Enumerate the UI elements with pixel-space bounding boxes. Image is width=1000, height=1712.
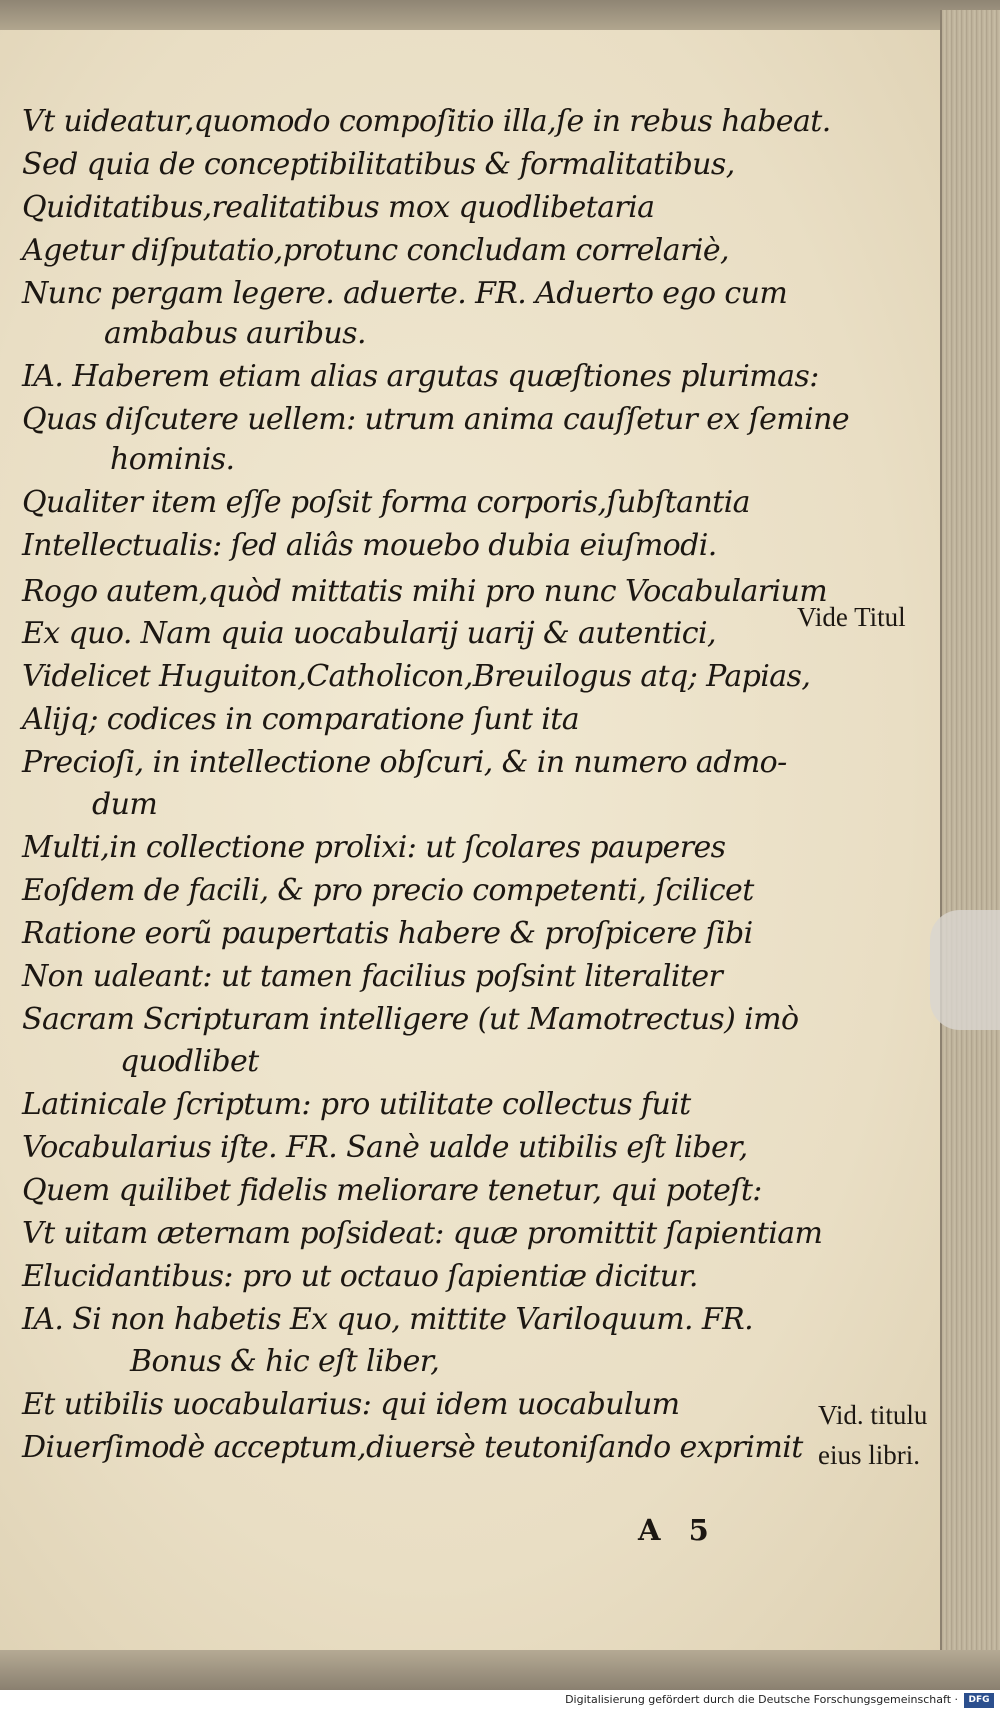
text-line: Vt uideatur,quomodo compoſitio illa,ſe in rebus habeat. [22,104,831,139]
text-line: Non ualeant: ut tamen facilius poſsint literaliter [22,959,723,994]
text-line-indented: dum [92,787,158,822]
text-line: Qualiter item eſſe poſsit forma corporis,ſubſtantia [22,485,750,520]
text-line-indented: Bonus & hic eſt liber, [130,1344,440,1379]
text-line: Videlicet Huguiton,Catholicon,Breuilogus atq; Papias, [22,659,811,694]
text-line: Precioſi, in intellectione obſcuri, & in numero admo- [22,745,787,780]
text-line: IA. Haberem etiam alias argutas quæſtiones plurimas: [22,359,819,394]
text-line: Ex quo. Nam quia uocabularij uarij & autentici, [22,616,716,651]
text-line: Quiditatibus,realitatibus mox quodlibetaria [22,190,655,225]
text-line: Sacram Scripturam intelligere (ut Mamotrectus) imò [22,1002,799,1037]
text-line-indented: hominis. [110,442,235,477]
marginal-note: Vid. titulu [818,1400,928,1430]
text-line: IA. Si non habetis Ex quo, mittite Variloquum. FR. [22,1302,754,1337]
text-line-indented: ambabus auribus. [104,316,366,351]
dfg-logo-icon: DFG [964,1693,994,1708]
text-line: Sed quia de conceptibilitatibus & formalitatibus, [22,147,735,182]
text-line: Latinicale ſcriptum: pro utilitate collectus fuit [22,1087,691,1122]
bottom-page-edge [0,1650,1000,1690]
text-line: Ratione eorũ paupertatis habere & proſpicere ſibi [22,916,753,951]
fore-edge [940,10,1000,1680]
top-page-edge [0,0,1000,32]
text-line: Diuerſimodè acceptum,diuersè teutoniſando exprimit [22,1430,803,1465]
signature-mark: A 5 [638,1513,709,1547]
digitization-footer [0,1690,1000,1712]
text-line: Multi,in collectione prolixi: ut ſcolares pauperes [22,830,726,865]
text-line: Quas diſcutere uellem: utrum anima cauſſetur ex ſemine [22,402,850,437]
clasp-shadow [930,910,1000,1030]
text-line: Elucidantibus: pro ut octauo ſapientiæ dicitur. [22,1259,698,1294]
text-line: Nunc pergam legere. aduerte. FR. Aduerto ego cum [22,276,788,311]
text-line: Agetur diſputatio,protunc concludam correlariè, [22,233,729,268]
text-line: Intellectualis: ſed aliâs mouebo dubia eiuſmodi. [22,528,717,563]
text-line: Vocabularius iſte. FR. Sanè ualde utibilis eſt liber, [22,1130,748,1165]
text-line: Et utibilis uocabularius: qui idem uocabulum [22,1387,680,1422]
text-line: Vt uitam æternam poſsideat: quæ promittit ſapientiam [22,1216,823,1251]
footer-credit: Digitalisierung gefördert durch die Deutsche Forschungsgemeinschaft · [565,1693,958,1706]
text-line: Alijq; codices in comparatione ſunt ita [22,702,580,737]
marginal-note: Vide Titul [797,602,906,632]
text-line: Rogo autem,quòd mittatis mihi pro nunc Vocabularium [22,574,828,609]
text-line-indented: quodlibet [120,1044,259,1079]
marginal-note: eius libri. [818,1440,920,1470]
text-line: Quem quilibet fidelis meliorare tenetur, qui poteſt: [22,1173,762,1208]
text-line: Eoſdem de facili, & pro precio competenti, ſcilicet [22,873,754,908]
